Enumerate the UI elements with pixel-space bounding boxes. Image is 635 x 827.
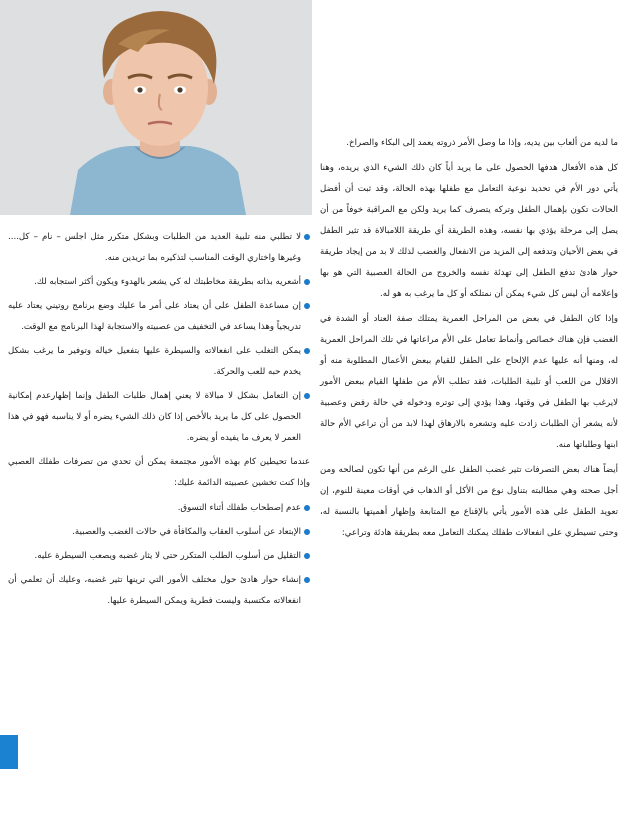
bullet-dot-icon	[304, 348, 310, 354]
bullet-item	[8, 570, 310, 612]
bullet-text: الإبتعاد عن أسلوب العقاب والمكافأة في حالات الغضب والعصبية.	[72, 527, 301, 537]
left-text-column	[8, 227, 310, 615]
bullet-text: إن مساعدة الطفل على أن يعتاد على أمر ما عليك وضع برنامج روتيني يعتاد عليه تدريجياً وهذا يساعد في التخفيف من عصبيته والاستجابة لهذا البرنامج مع الوقت.	[8, 301, 301, 332]
bullet-item	[8, 341, 310, 383]
bullet-item	[8, 386, 310, 449]
bullet-dot-icon	[304, 553, 310, 559]
bullet-text: أشعريه بذاته بطريقة مخاطبتك له كي يشعر بالهدوء ويكون أكثر استجابه لك.	[34, 277, 301, 287]
bullet-text: إنشاء حوار هادئ حول مختلف الأمور التي ترينها تثير غضبه، وعليك أن تعلمي أن انفعالاته مكتسبة وليست فطرية ويمكن السيطرة عليها.	[8, 575, 301, 606]
child-portrait-photo	[0, 0, 312, 215]
bullet-dot-icon	[304, 234, 310, 240]
page-edge-tab	[0, 735, 18, 769]
bullet-item	[8, 227, 310, 269]
bullet-item	[8, 272, 310, 293]
bullet-dot-icon	[304, 577, 310, 583]
paragraph: كل هذه الأفعال هدفها الحصول على ما يريد أياً كان ذلك الشيء الذي يريده، وهنا يأتي دور الأم في تحديد نوعية التعامل مع طفلها بهذه الحالة، وقد ثبت أن أفضل الحالات تكون بإهمال الطفل وتركه يتصرف كما يريد ولكن مع المراقبة خوفاً من أن يصل إلى مرحلة يؤذي بها نفسه، وهذه الطريقة أي طريقة اللامبالاة قد تثير الطفل في بعض الأحيان وتدفعه إلى المزيد من الانفعال والغضب لذلك لا بد من إيجاد طريقة حوار هادئ تدفع الطفل إلى تهدئة نفسه والخروج من الحالة العصبية التي هو بها وإعلامه أن ليس كل شيء يمكن أن نمتلكه أو كل ما يرغب به هو له.	[320, 163, 618, 299]
bullet-item	[8, 522, 310, 543]
bullet-text: لا تطلبي منه تلبية العديد من الطلبات وبشكل متكرر مثل اجلس – نام – كل.... وغيرها واختاري الوقت المناسب لتذكيره بما تريدين منه.	[8, 232, 301, 263]
bullet-text: عدم إصطحاب طفلك أثناء التسوق.	[177, 503, 301, 513]
paragraph: ما لديه من ألعاب بين يديه، وإذا ما وصل الأمر ذروته يعمد إلى البكاء والصراخ.	[346, 138, 618, 148]
bullet-item	[8, 546, 310, 567]
bullet-dot-icon	[304, 529, 310, 535]
bullet-item	[8, 296, 310, 338]
bullet-dot-icon	[304, 279, 310, 285]
paragraph: عندما تحيطين كام بهذه الأمور مجتمعة يمكن أن تحدي من تصرفات طفلك العصبي وإذا كنت تخشين عصبيته الدائمة عليك:	[8, 457, 310, 488]
bullet-dot-icon	[304, 393, 310, 399]
paragraph: أيضاً هناك بعض التصرفات تثير غضب الطفل على الرغم من أنها تكون لصالحه ومن أجل صحته وهي مطالبته بتناول نوع من الأكل أو الذهاب في أوقات معينة للنوم، إن تعويد الطفل على هذه الأمور يأتي بالإقناع مع المتابعة وإظهار أهميتها بالنسبة له، وحتى تسيطري على انفعالات طفلك يمكنك التعامل معه بطريقة هادئة وتراعي:	[320, 465, 618, 538]
bullet-dot-icon	[304, 303, 310, 309]
right-text-column	[320, 133, 618, 548]
bullet-item	[8, 498, 310, 519]
bullet-text: التقليل من أسلوب الطلب المتكرر حتى لا يثار غضبه ويصعب السيطرة عليه.	[34, 551, 301, 561]
child-portrait-icon	[0, 0, 312, 215]
paragraph: وإذا كان الطفل في بعض من المراحل العمرية يمتلك صفة العناد أو الشدة في الغضب فإن هناك خصائص وأنماط تعامل على الأم مراعاتها في تلك المراحل العمرية له، ومنها أنه عليها عدم الإلحاح على الطفل للقيام ببعض الأعمال المطلوبة منه أو الاقلال من اللعب أو تلبية الطلبات، فقد تطلب الأم من طفلها القيام ببعض الأمور لايرغب بها الطفل في وقتها، وهذا يؤدي إلى توتره ودخوله في حالة رفض وعصبية لأنه يشعر أن الطلبات زادت عليه وتشعره بالارهاق لهذا لابد من أن تراعي الأم حالة ابنها وطلباتها منه.	[320, 314, 618, 450]
bullet-dot-icon	[304, 505, 310, 511]
bullet-text: يمكن التغلب على انفعالاته والسيطرة عليها بتفعيل خياله وتوفير ما يرغب بشكل يخدم حبه للعب والحركة.	[8, 346, 301, 377]
bullet-text: إن التعامل بشكل لا مبالاة لا يعني إهمال طلبات الطفل وإنما إظهارعدم إمكانية الحصول على كل ما يريد بالأخص إذا كان ذلك الشيء يضره أو لا يناسبه فهو في هذا العمر لا يعرف ما يفيده أو يضره.	[8, 391, 301, 443]
